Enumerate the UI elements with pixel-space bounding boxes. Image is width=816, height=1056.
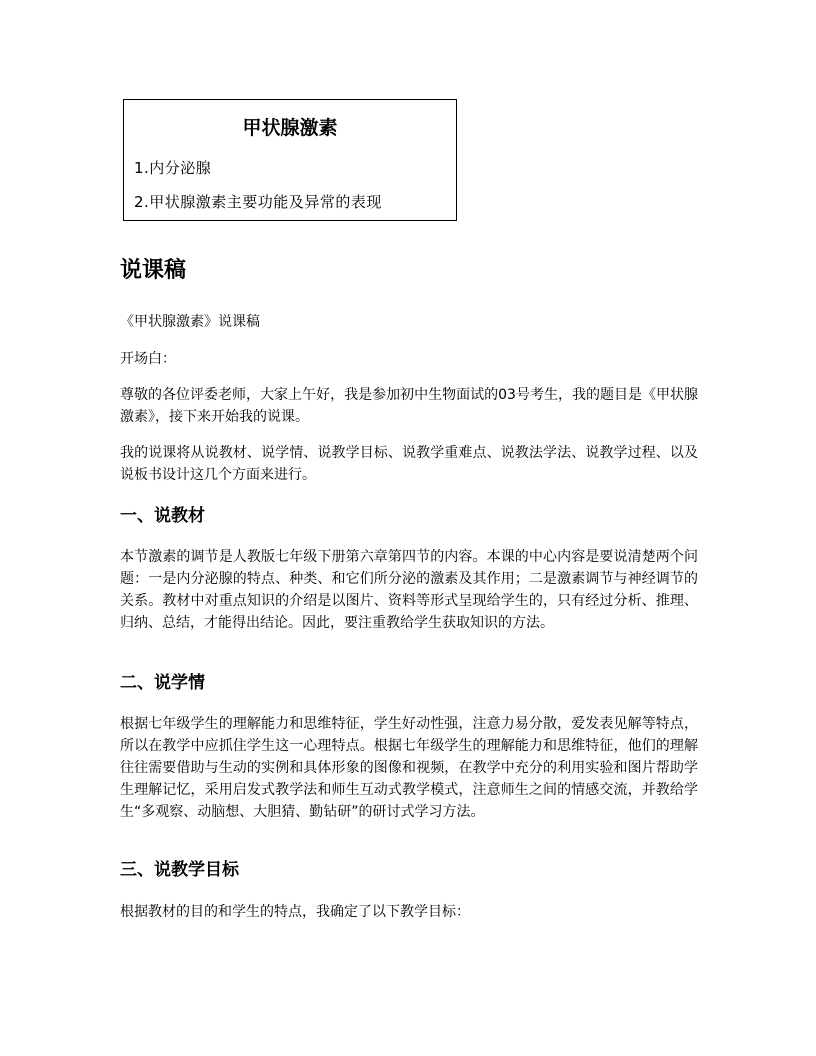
board-item-1: 1.内分泌腺 <box>134 159 212 177</box>
board-item-2: 2.甲状腺激素主要功能及异常的表现 <box>134 193 382 211</box>
page-title: 说课稿 <box>120 258 187 283</box>
section-body-students: 根据七年级学生的理解能力和思维特征，学生好动性强，注意力易分散，爱发表见解等特点，所以在教学中应抓住学生这一心理特点。根据七年级学生的理解能力和思维特征，他们的理解往往需要借助与生动的实例和具体形象的图像和视频，在教学中充分的利用实验和图片帮助学生理解记忆，采用启发式教学法和师生互动式教学模式，注意师生之间的情感交流，并教给学生“多观察、动脑想、大胆猜、勤钻研”的研讨式学习方法。 <box>120 716 698 820</box>
board-title: 甲状腺激素 <box>242 117 338 139</box>
opening-label: 开场白： <box>120 351 176 367</box>
opening-paragraph: 尊敬的各位评委老师，大家上午好，我是参加初中生物面试的03号考生，我的题目是《甲状腺激素》，接下来开始我的说课。 <box>120 387 698 425</box>
outline-paragraph: 我的说课将从说教材、说学情、说教学目标、说教学重难点、说教法学法、说教学过程、以及说板书设计这几个方面来进行。 <box>120 445 698 483</box>
section-body-objectives: 根据教材的目的和学生的特点，我确定了以下教学目标： <box>120 904 470 920</box>
section-heading-textbook: 一、说教材 <box>120 506 205 526</box>
section-body-textbook: 本节激素的调节是人教版七年级下册第六章第四节的内容。本课的中心内容是要说清楚两个问题：一是内分泌腺的特点、种类、和它们所分泌的激素及其作用；二是激素调节与神经调节的关系。教材中对重点知识的介绍是以图片、资料等形式呈现给学生的，只有经过分析、推理、归纳、总结，才能得出结论。因此，要注重教给学生获取知识的方法。 <box>120 549 698 631</box>
section-heading-students: 二、说学情 <box>120 673 205 693</box>
subtitle-paragraph: 《甲状腺激素》说课稿 <box>120 314 260 330</box>
section-heading-objectives: 三、说教学目标 <box>120 860 239 880</box>
blackboard-design-box <box>123 99 457 221</box>
